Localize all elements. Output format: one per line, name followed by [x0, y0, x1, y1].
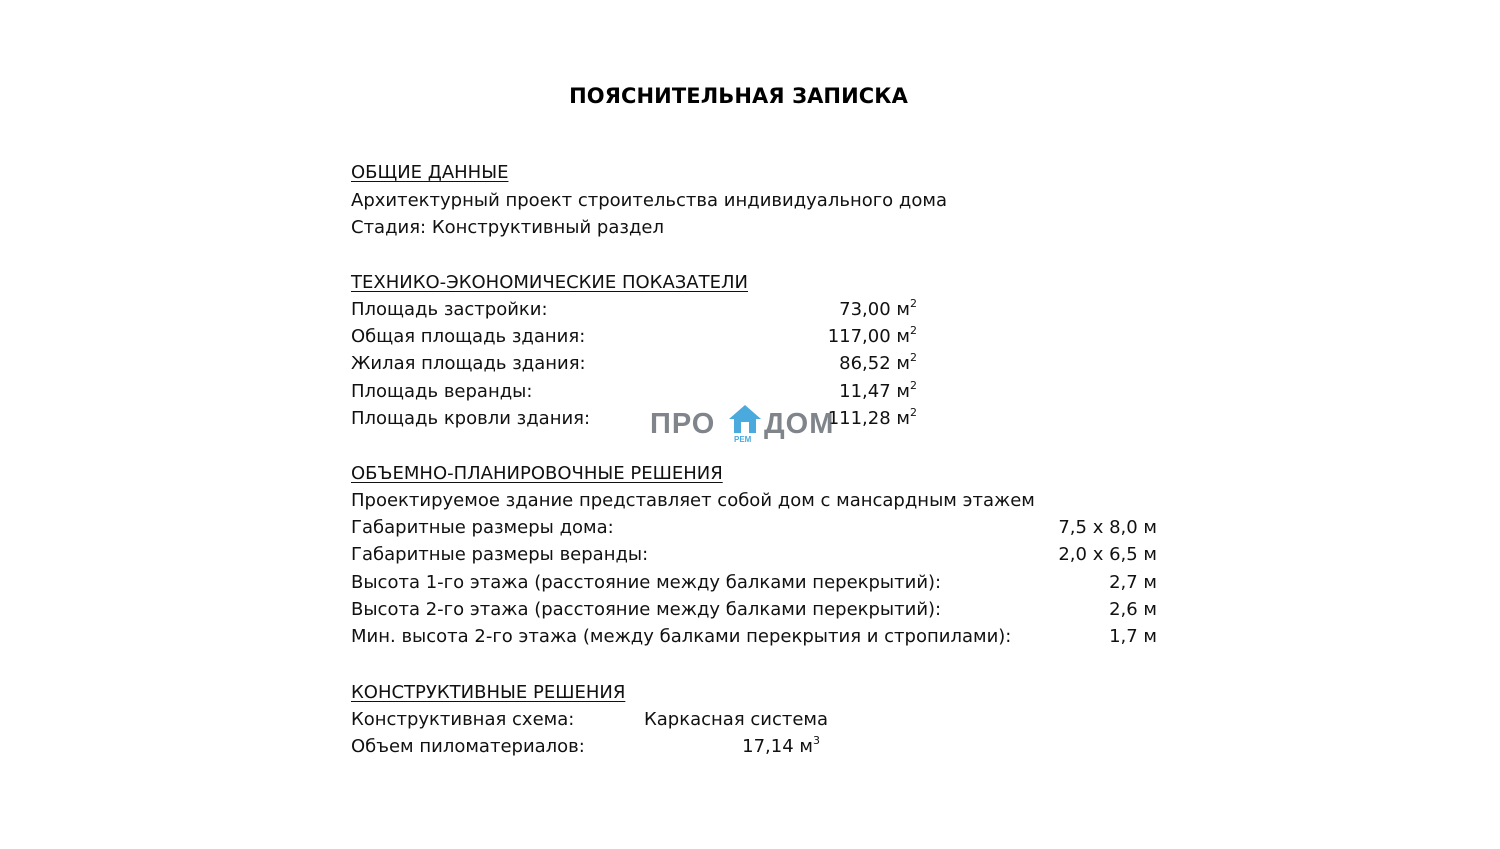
planning-label: Габаритные размеры веранды: — [351, 544, 649, 565]
planning-value: 2,7 м — [1109, 572, 1157, 593]
tep-value: 73,00 $м^2$ — [839, 297, 917, 320]
section-heading-tep: ТЕХНИКО-ЭКОНОМИЧЕСКИЕ ПОКАЗАТЕЛИ — [351, 272, 748, 293]
watermark-logo — [650, 404, 850, 448]
tep-label: Общая площадь здания: — [351, 326, 586, 347]
planning-label: Габаритные размеры дома: — [351, 517, 614, 538]
tep-label: Жилая площадь здания: — [351, 353, 586, 374]
tep-label: Площадь кровли здания: — [351, 408, 591, 429]
section-heading-planning: ОБЪЕМНО-ПЛАНИРОВОЧНЫЕ РЕШЕНИЯ — [351, 463, 723, 484]
tep-value: 11,47 $м^2$ — [839, 379, 917, 402]
section-heading-general: ОБЩИЕ ДАННЫЕ — [351, 162, 509, 183]
logo-word-dom: ДОМ — [764, 408, 835, 440]
general-line-project: Архитектурный проект строительства индивидуального дома — [351, 190, 947, 211]
construction-label: Конструктивная схема: — [351, 709, 575, 730]
construction-value: Каркасная система — [644, 709, 829, 730]
construction-value: 17,14 $м^3$ — [742, 734, 820, 757]
section-heading-construction: КОНСТРУКТИВНЫЕ РЕШЕНИЯ — [351, 682, 626, 703]
planning-value: 2,6 м — [1109, 599, 1157, 620]
planning-value: 2,0 x 6,5 м — [1058, 544, 1157, 565]
planning-intro: Проектируемое здание представляет собой дом с мансардным этажем — [351, 490, 1035, 511]
planning-label: Мин. высота 2-го этажа (между балками перекрытия и стропилами): — [351, 626, 1012, 647]
planning-value: 7,5 x 8,0 м — [1058, 517, 1157, 538]
tep-value: 117,00 $м^2$ — [827, 324, 917, 347]
tep-label: Площадь застройки: — [351, 299, 548, 320]
planning-value: 1,7 м — [1109, 626, 1157, 647]
logo-subtext: РЕМ — [734, 435, 752, 444]
tep-value: 86,52 $м^2$ — [839, 351, 917, 374]
planning-label: Высота 1-го этажа (расстояние между балками перекрытий): — [351, 572, 942, 593]
page-title: ПОЯСНИТЕЛЬНАЯ ЗАПИСКА — [569, 84, 908, 108]
tep-value: 111,28 $м^2$ — [827, 406, 917, 429]
tep-label: Площадь веранды: — [351, 381, 533, 402]
logo-word-pro: ПРО — [650, 408, 716, 440]
construction-label: Объем пиломатериалов: — [351, 736, 585, 757]
general-line-stage: Стадия: Конструктивный раздел — [351, 217, 664, 238]
planning-label: Высота 2-го этажа (расстояние между балками перекрытий): — [351, 599, 942, 620]
house-icon — [728, 404, 762, 434]
